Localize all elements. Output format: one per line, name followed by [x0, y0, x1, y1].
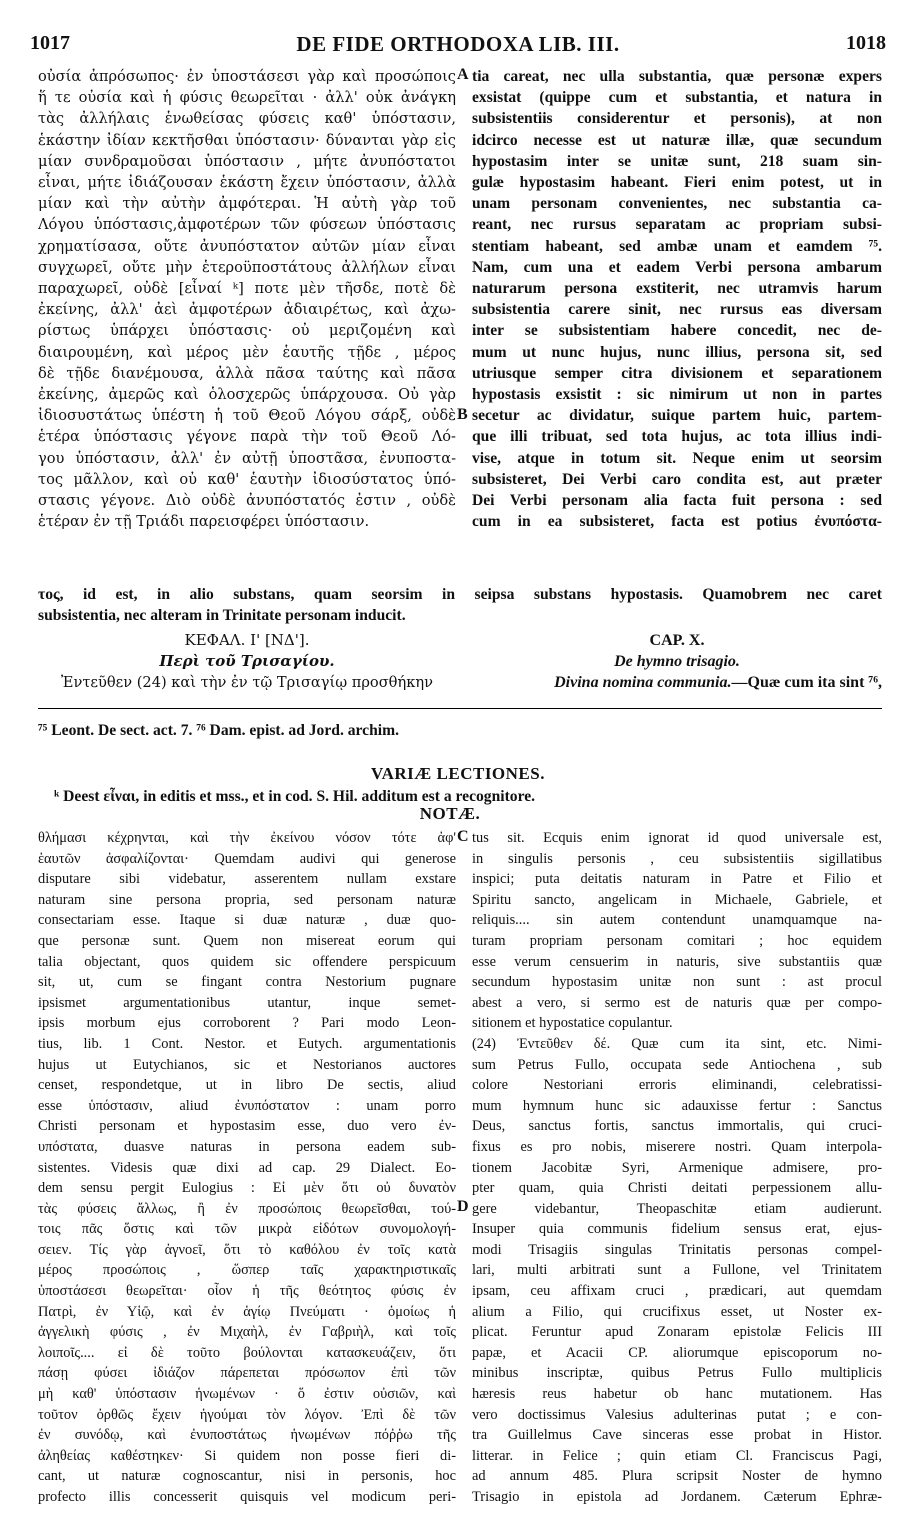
text-line: ἐν συνόδῳ, καὶ ἐνυποστάτως ἡνωμένων πόῤῥω τῆς	[38, 1427, 456, 1444]
source-references: ⁷⁵ Leont. De sect. act. 7. ⁷⁶ Dam. epist. ad Jord. archim.	[38, 722, 399, 739]
text-line: παραχωρεῖ, οὐδὲ [εἶναί ᵏ] ποτε μὲν τῆσδε, ποτὲ δὲ	[38, 280, 456, 298]
text-line: ipsam, ceu affixam cruci , prædicari, aut quemdam	[472, 1283, 882, 1300]
text-line: mum hymnum hunc sic adauxisse fertur : Sanctus	[472, 1097, 882, 1114]
greek-chapter-title: Περὶ τοῦ Τρισαγίου.	[159, 652, 335, 670]
left-page-number: 1017	[30, 32, 70, 54]
text-line: talia objectant, quos quidem sic offendere perspicuum	[38, 953, 456, 970]
text-line: ἑαυτῶν ἀσφαλίζονται· Quemdam audivi qui generose	[38, 850, 456, 867]
text-line: οὐσία ἀπρόσωπος· ἐν ὑποστάσεσι γὰρ καὶ προσώποις	[38, 68, 456, 85]
text-line: que personæ sunt. Quem non misereat eorum qui	[38, 932, 456, 949]
text-line: ἰδιοσυστάτως ὑπέστη ἡ τοῦ Θεοῦ Λόγου σάρξ, οὐδὲ	[38, 407, 456, 425]
text-line: modi Trisagiis singulas Trinitatis personas compel-	[472, 1241, 882, 1258]
text-line: ἑτέρα ὑπόστασις γέγονε παρὰ τὴν τοῦ Θεοῦ Λό-	[38, 428, 456, 446]
text-line: disputare sibi videbatur, asserentem nullam exstare	[38, 871, 456, 888]
text-line: reliquis.... sin autem contendunt unamquamque na-	[472, 912, 882, 929]
text-line: στασις γέγονε. Διὸ οὐδὲ ἀνυπόστατός ἐστιν , οὐδὲ	[38, 492, 456, 510]
text-line: τος μᾶλλον, καὶ οὐ καθ' ἑαυτὴν ἰδιοσύστατος ὑπό-	[38, 470, 456, 488]
greek-text-column	[38, 66, 456, 532]
text-line: μέρος προσώποις , ὥσπερ ταῖς χαρακτηριστικαῖς	[38, 1262, 456, 1279]
text-line: mum ut nunc hujus, nunc illius, persona sit, sed	[472, 343, 882, 361]
text-line: gulæ hypostasim habeant. Fieri enim potest, ut in	[472, 174, 882, 192]
latin-text-column	[472, 66, 882, 532]
text-line: dem sensu pergit Eulogius : Εἰ μὲν ὅτι οὐ δυνατὸν	[38, 1180, 456, 1197]
text-line: colore Nestoriani erroris eliminandi, celebratissi-	[472, 1077, 882, 1094]
text-line: πάσῃ φύσει ἰδιάζον πάρεπεται πρόσωπον ἐπὶ τῶν	[38, 1365, 456, 1382]
text-line: subsistentia carere sinit, nec rursus eas diversam	[472, 301, 882, 319]
text-line: Spiritu sancto, angelicam in Michaele, Gabriele, et	[472, 891, 882, 908]
running-title: DE FIDE ORTHODOXA LIB. III.	[296, 32, 620, 56]
text-line: naturarum persona exstiterit, nec utramvis harum	[472, 280, 882, 298]
text-line: ρίστως ὑπάρχει ὑπόστασις· οὐ μεριζομένη καὶ	[38, 322, 456, 340]
running-header	[30, 32, 886, 60]
text-line: unam personam convenientes, nec substantia ca-	[472, 195, 882, 213]
right-page-number: 1018	[846, 32, 886, 54]
text-line: ὑποστάσεσι θεωρεῖται· οἷον ἡ τῆς θεότητος φύσις ἐν	[38, 1283, 456, 1300]
text-line: litterar. in Felice ; quin etiam Cl. Franciscus Pagi,	[472, 1447, 882, 1464]
text-line: abest a vero, si sermo est de naturis quæ per compo-	[472, 994, 882, 1011]
text-line: papæ, et Acacii CP. aliorumque episcoporum no-	[472, 1344, 882, 1361]
text-line: ipsismet argumentationibus utantur, inque semet-	[38, 994, 456, 1011]
latin-chapter-number: CAP. X.	[649, 632, 705, 649]
text-line: (24) Ἐντεῦθεν δέ. Quæ cum ita sint, etc. Nimi-	[472, 1035, 882, 1052]
margin-mark-b: B	[457, 406, 468, 423]
text-line: Πατρὶ, ἐν Υἱῷ, καὶ ἐν ἁγίῳ Πνεύματι · ὁμοίως ἡ	[38, 1303, 456, 1320]
variae-heading: VARIÆ LECTIONES.	[371, 764, 545, 783]
full-width-line: τος, id est, in alio substans, quam seorsim in seipsa substans hypostasis. Quamobrem nec caret	[38, 586, 882, 603]
text-line: hæresis reus habetur ob hanc mutationem. Has	[472, 1386, 882, 1403]
text-line: σειεν. Τίς γὰρ ἀγνοεῖ, ὅτι τὸ καθόλου ἐν τοῖς κατὰ	[38, 1241, 456, 1258]
text-line: δὲ τῇδε διανέμουσα, ἀλλὰ πᾶσα ταύτης καὶ πᾶσα	[38, 364, 456, 382]
text-line: sitionem et hypostatice copulantur.	[472, 1015, 673, 1032]
margin-mark-a: A	[457, 66, 469, 83]
notae-right-column	[472, 828, 882, 1508]
text-line: esse verum censuerim in naturis, sive substantiis quæ	[472, 953, 882, 970]
text-line: profecto illis concesserit quisquis vel modicum peri-	[38, 1489, 456, 1505]
text-line: θλήμασι κέχρηνται, καὶ τὴν ἐκείνου νόσον τότε ἀφ'	[38, 830, 456, 846]
text-line: reant, nec rursus separatam ac propriam subsi-	[472, 216, 882, 234]
text-line: ἀγγελικὴ φύσις , ἐν Μιχαὴλ, ἐν Γαβριὴλ, καὶ τοῖς	[38, 1324, 456, 1341]
text-line: ἑτέραν ἐν τῇ Τριάδι παρεισφέρει ὑπόστασιν.	[38, 513, 370, 531]
text-line: ἐκείνης, ἀλλ' ἀεὶ ἀμφοτέρων ἀδιαιρέτως, καὶ ἀχω-	[38, 301, 456, 319]
text-line: τοῦτον ὀρθῶς ἔχειν ἡγούμαι τὸν λόγον. Ἐπὶ δὲ τῶν	[38, 1406, 456, 1423]
text-line: gere videbantur, Theopaschitæ etiam audierunt.	[472, 1200, 882, 1217]
text-line: ad annum 485. Plura scripsit Noster de hymno	[472, 1468, 882, 1485]
text-line: vero doctissimus Valesius adulterinas putat ; e con-	[472, 1406, 882, 1423]
text-line: tionem Jacobitæ Syri, Armenique admisere, pro-	[472, 1159, 882, 1176]
text-line: μὴ καθ' ὑπόστασιν ἡνωμένων · ὅ ἐστιν οὐσιῶν, καὶ	[38, 1386, 456, 1403]
text-line: cum in ea subsisteret, facta est potius ἐνυπόστα-	[472, 513, 882, 531]
text-line: τοις πᾶς ὅστις καὶ τῶν μικρὰ εἰδότων συνομολογή-	[38, 1221, 456, 1238]
text-line: Trisagio in epistola ad Jordanem. Cæterum Ephræ-	[472, 1489, 882, 1505]
text-line: plicat. Feruntur apud Zonaram epistolæ Felicis III	[472, 1324, 882, 1341]
text-line: Christi personam et hypostasim esse, duo vero ἐν-	[38, 1118, 456, 1135]
text-line: Deus, sanctus fortis, sanctus immortalis, qui cruci-	[472, 1118, 882, 1135]
greek-chapter-number: ΚΕΦΑΛ. Ι' [ΝΔ'].	[184, 631, 310, 649]
text-line: idcirco necesse est ut naturæ illæ, quæ secundum	[472, 131, 882, 149]
text-line: tius, lib. 1 Cont. Nestor. et Eutych. argumentationis	[38, 1035, 456, 1052]
text-line: exsistat (quippe cum et substantia, et natura in	[472, 89, 882, 107]
text-line: vise, atque in totum sit. Neque enim ut seorsim	[472, 449, 882, 467]
text-line: esse ὑπόστασιν, aliud ἐνυπόστατον : unam porro	[38, 1097, 456, 1114]
text-line: τὰς ἀλλήλαις ἑνωθείσας φύσεις καθ' ὑπόστασιν,	[38, 110, 456, 128]
divider-rule	[38, 708, 882, 709]
text-line: hypostasim inter se unitæ sunt, 218 suam sin-	[472, 152, 882, 170]
text-line: λοιποῖς.... εἰ δὲ τοῦτο βούλονται κατασκευάζειν, ὅτι	[38, 1344, 456, 1361]
text-line: hypostasis exsistit : sic nimirum ut non in partes	[472, 386, 882, 404]
text-line: secetur ac dividatur, suique partem huic, partem-	[472, 407, 882, 425]
latin-chapter-heading	[472, 630, 882, 693]
text-line: turam propriam personam comitari ; hoc equidem	[472, 932, 882, 949]
text-line: minibus inscriptæ, quibus Petrus Fullo multiplicis	[472, 1365, 882, 1382]
text-line: Λόγου ὑπόστασις,ἀμφοτέρων τῶν φύσεων ὑπόστασις	[38, 216, 456, 234]
text-line: inspici; puta deitatis naturam in Patre et Filio et	[472, 871, 882, 888]
text-line: sistentes. Videsis quæ dixi ad cap. 29 Dialect. Eo-	[38, 1159, 456, 1176]
latin-incipit-rest: —Quæ cum ita sint ⁷⁶,	[731, 674, 882, 691]
text-line: sit, ut, cum se fingant contra Nestorium pugnare	[38, 974, 456, 991]
margin-mark-c: C	[457, 828, 469, 845]
text-line: que illi tribuat, sed tota hujus, ac tota illius indi-	[472, 428, 882, 446]
text-line: censet, respondetque, ut in libro De sectis, aliud	[38, 1077, 456, 1094]
text-line: ἀληθείας καθέστηκεν· Si quidem non posse fieri di-	[38, 1447, 456, 1464]
notae-heading: NOTÆ.	[419, 804, 481, 823]
text-line: υπόστατα, duasve naturas in persona eadem sub-	[38, 1138, 456, 1155]
text-line: secundum hypostasim unitæ non sunt : ast procul	[472, 974, 882, 991]
text-line: εἶναι, μήτε ἰδιάζουσαν ἑκάστη ἔχειν ὑπόστασιν, ἀλλὰ	[38, 174, 456, 192]
text-line: μίαν καὶ τὴν αὐτὴν ἀμφότεραι. Ἡ αὐτὴ γὰρ τοῦ	[38, 195, 456, 213]
greek-chapter-heading	[38, 630, 456, 693]
text-line: cant, ut naturæ cognoscantur, nisi in personis, hoc	[38, 1468, 456, 1485]
text-line: χρηματίσασα, οὔτε ἀνυπόστατον αὐτῶν μίαν εἶναι	[38, 237, 456, 255]
notae-left-column	[38, 828, 456, 1508]
text-line: συγχωρεῖ, οὔτε μὴν ἑτεροϋποστάτους ἀλλήλων εἶναι	[38, 258, 456, 276]
text-line: naturam sine persona propria, sed personam naturæ	[38, 891, 456, 908]
text-line: tia careat, nec ulla substantia, quæ personæ expers	[472, 68, 882, 85]
text-line: alium a Filio, qui crucifixus esset, ut Noster ex-	[472, 1303, 882, 1320]
full-width-text	[38, 584, 882, 626]
text-line: sum Petrus Fullo, occupata sede Antiochena , sub	[472, 1056, 882, 1073]
text-line: Dei Verbi personam alia facta fuit persona : sed	[472, 492, 882, 510]
text-line: stentiam habeant, sed ambæ unam et eamdem ⁷⁵.	[472, 237, 882, 255]
text-line: in singulis personis , ceu subsistentiis sigillatibus	[472, 850, 882, 867]
text-line: tus sit. Ecquis enim ignorat id quod universale est,	[472, 830, 882, 846]
text-line: subsisteret, Dei Verbi caro condita est, aut præter	[472, 470, 882, 488]
greek-chapter-incipit: Ἐντεῦθεν (24) καὶ τὴν ἐν τῷ Τρισαγίῳ προσθήκην	[61, 674, 433, 691]
text-line: Insuper quia communis fidelium sensus erat, ejus-	[472, 1221, 882, 1238]
text-line: inter se subsistentiam habere concedit, nec de-	[472, 322, 882, 340]
variae-text: ᵏ Deest εἶναι, in editis et mss., et in cod. S. Hil. additum est a recognitore.	[54, 788, 536, 805]
text-line: subsistentiis considerentur et personis), at non	[472, 110, 882, 128]
full-width-line: subsistentia, nec alteram in Trinitate personam inducit.	[38, 607, 406, 625]
text-line: ἐκείνης, ἀμερῶς καὶ ὁλοσχερῶς ὑπάρχουσα. Οὐ γὰρ	[38, 386, 456, 404]
text-line: ipsis morbum ejus corroborent ? Pari modo Leon-	[38, 1015, 456, 1032]
text-line: τὰς φύσεις ἄλλως, ἢ ἐν προσώποις θεωρεῖσθαι, τού-	[38, 1200, 456, 1217]
text-line: γου ὑπόστασιν, ἀλλ' ἐν αὐτῇ ὑποστᾶσα, ἐνυποστα-	[38, 449, 456, 467]
latin-chapter-title: De hymno trisagio.	[614, 653, 740, 670]
text-line: Nam, cum una et eadem Verbi persona ambarum	[472, 258, 882, 276]
text-line: διαιρουμένη, καὶ μέρος μὲν ἑαυτῆς τῇδε , μέρος	[38, 343, 456, 361]
latin-incipit-italic: Divina nomina communia.	[554, 674, 732, 691]
text-line: pter quam, quia Christi deitati perpessionem allu-	[472, 1180, 882, 1197]
text-line: ἥ τε οὐσία καὶ ἡ φύσις θεωρεῖται · ἀλλ' οὐκ ἀνάγκη	[38, 89, 456, 107]
text-line: ἑκάστην ἰδίαν κεκτῆσθαι ὑπόστασιν· δύνανται γὰρ εἰς	[38, 131, 456, 149]
text-line: fixus es pro nobis, miserere nostri. Quam interpola-	[472, 1138, 882, 1155]
latin-chapter-incipit	[472, 672, 882, 693]
text-line: μίαν συνδραμοῦσαι ὑπόστασιν , μήτε ἀνυπόστατοι	[38, 152, 456, 170]
text-line: utriusque semper citra divisionem et separationem	[472, 364, 882, 382]
text-line: tra Guillelmus Cave sinceras esse probat in Histor.	[472, 1427, 882, 1444]
text-line: consectariam esse. Itaque si duæ naturæ , duæ quo-	[38, 912, 456, 929]
text-line: hujus ut Eutychianos, sic et Nestorianos auctores	[38, 1056, 456, 1073]
text-line: lari, multi arbitrati sunt a Fullone, vel Trinitatem	[472, 1262, 882, 1279]
margin-mark-d: D	[457, 1198, 469, 1215]
